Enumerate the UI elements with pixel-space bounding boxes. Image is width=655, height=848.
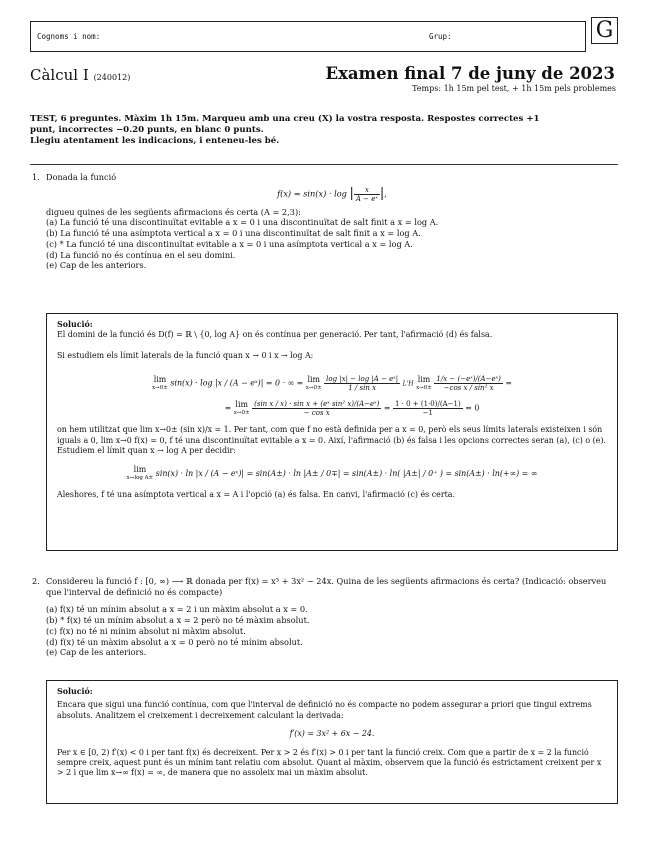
option-d[interactable]: (d) La funció no és contínua en el seu domini.: [46, 249, 236, 260]
option-c[interactable]: (c) f(x) no té ni mínim absolut ni màxim absolut.: [46, 625, 246, 636]
eq2-den1: − cos x: [303, 409, 330, 418]
limit-equation-2: = lim x→0± $\frac{\text{(sin x / x) · sin x + (eˣ sin² x)/(A−eˣ)}}{\text{− cos x}}$ = $\frac{1 \cdot 0 + (1\cdot 0)/(A-1)}{-1}$ = 0: [224, 399, 480, 418]
limit-subscript: x→0±: [152, 384, 168, 391]
solution-paragraph: Si estudiem els límit laterals de la funció quan x → 0 i x → log A:: [57, 350, 314, 360]
eq1-end: =: [505, 378, 512, 388]
lhopital-mark: L'H: [402, 380, 414, 388]
option-d[interactable]: (d) f(x) té un màxim absolut a x = 0 però no té mínim absolut.: [46, 636, 303, 647]
option-b[interactable]: (b) La funció té una asímptota vertical a x = 0 i una discontinuïtat de salt finit a x = log A.: [46, 228, 421, 239]
option-e[interactable]: (e) Cap de les anteriors.: [46, 260, 147, 271]
option-a[interactable]: (a) La funció té una discontinuïtat evitable a x = 0 i una discontinuïtat de salt finit a x = log A.: [46, 217, 439, 228]
instruction-line: TEST, 6 preguntes. Màxim 1h 15m. Marqueu amb una creu (X) la vostra resposta. Respostes correctes +1: [30, 114, 540, 124]
limit-subscript: x→0±: [233, 409, 250, 416]
solution-title: Solució:: [57, 320, 93, 329]
instruction-line: punt, incorrectes −0.20 punts, en blanc 0 punts.: [30, 125, 264, 135]
solution-1: [46, 313, 618, 551]
solution-paragraph: Encara que sigui una funció contínua, com que l'interval de definició no és compacte no podem assegurar a priori que tingui extrems absoluts. Analitzem el creixement i decreixement calculant la derivada:: [57, 700, 592, 720]
question-number: 1.: [32, 172, 40, 182]
question-1: [32, 172, 618, 271]
question-prompt: digueu quines de les següents afirmacions és certa (A = 2,3):: [46, 206, 301, 217]
course-code: (240012): [93, 73, 131, 82]
eq1-left: sin(x) · log |x / (A − eˣ)| = 0 · ∞ =: [170, 378, 304, 388]
option-e[interactable]: (e) Cap de les anteriors.: [46, 647, 147, 658]
limit-equation-1: lim x→0± sin(x) · log |x / (A − eˣ)| = 0 · ∞ = lim x→0± $\frac{\text{log |x| − log |A − eˣ|}}{\text{1 / sin x}}$ L'H lim x→0± $\frac{\text{1/x − (−eˣ)/(A−eˣ)}}{\text{−cos x / sin² x}}$ =: [152, 374, 512, 393]
divider: [30, 164, 618, 165]
eq2-num2: 1 · 0 + (1·0)/(A−1): [395, 400, 461, 409]
eq1-right-num: 1/x − (−eˣ)/(A−eˣ): [436, 375, 501, 384]
exam-version-box: G: [591, 17, 618, 44]
eq2-num1: (sin x / x) · sin x + (eˣ sin² x)/(A−eˣ): [254, 400, 380, 409]
formula-den: A − eˣ: [355, 194, 378, 203]
limit-subscript: x→0±: [305, 384, 322, 391]
eq1-right-den: −cos x / sin² x: [443, 384, 494, 393]
question-number: 2.: [32, 576, 40, 586]
question-intro: Donada la funció: [46, 172, 117, 182]
limit-equation-3: lim x→log A± sin(x) · ln |x / (A − eˣ)| = sin(A±) · ln |A± / 0∓| = sin(A±) · ln( |A±| / 0⁺ ) = sin(A±) · ln(+∞) = ∞: [126, 465, 538, 482]
derivative-equation: f′(x) = 3x² + 6x − 24.: [289, 729, 375, 739]
exam-title: Examen final 7 de juny de 2023: [325, 64, 615, 83]
formula-lhs: f(x) = sin(x) · log: [277, 188, 347, 199]
solution-paragraph: on hem utilitzat que lim x→0± (sin x)/x = 1. Per tant, com que f no està definida per a x = 0, però els seus límits laterals existeixen i són iguals a 0, lim x→0 f(x) = 0, f té una discontinuïtat evitable a x = 0. Així, l'afirmació (b) és falsa i les opcions correctes seran (a), (c) o (e). Estudiem el límit quan x → log A per decidir:: [57, 425, 606, 456]
course-title: [30, 66, 130, 84]
question-formula: f(x) = sin(x) · log | $\frac{x}{\text{A − eˣ}}$ |,: [277, 185, 387, 203]
time-info: Temps: 1h 15m pel test, + 1h 15m pels problemes: [412, 84, 616, 93]
eq1-mid-den: 1 / sin x: [348, 384, 377, 393]
name-group-box: [30, 21, 586, 52]
solution-paragraph: El domini de la funció és D(f) = ℝ \ {0, log A} on és contínua per generació. Per tant, l'afirmació (d) és falsa.: [57, 330, 493, 340]
eq1-mid-num: log |x| − log |A − eˣ|: [326, 375, 399, 384]
course-name: Càlcul I: [30, 66, 89, 84]
option-c[interactable]: (c) * La funció té una discontinuïtat evitable a x = 0 i una asímptota vertical a x = log A.: [46, 238, 413, 249]
question-2: [32, 576, 618, 658]
eq2-result: = 0: [465, 403, 480, 413]
solution-2: [46, 680, 618, 804]
instruction-line: Llegiu atentament les indicacions, i enteneu-les bé.: [30, 136, 280, 146]
name-label: Cognoms i nom:: [37, 32, 101, 41]
solution-paragraph: Per x ∈ [0, 2) f′(x) < 0 i per tant f(x) és decreixent. Per x > 2 és f′(x) > 0 i per tant la funció creix. Com que a partir de x = 2 la funció sempre creix, aquest punt és un mínim tant relatiu com absolut. Quant al màxim, observem que la funció és estrictament creixent per x > 2 i que lim x→∞ f(x) = ∞, de manera que no assoleix mai un màxim absolut.: [57, 747, 602, 778]
limit-subscript: x→0±: [416, 384, 432, 391]
formula-num: x: [354, 186, 380, 195]
solution-paragraph: Aleshores, f té una asímptota vertical a x = A i l'opció (a) és falsa. En canvi, l'afirmació (c) és certa.: [57, 490, 455, 500]
group-label: Grup:: [429, 32, 452, 41]
eq3: sin(x) · ln |x / (A − eˣ)| = sin(A±) · ln |A± / 0∓| = sin(A±) · ln( |A±| / 0⁺ ) = sin(A±) · ln(+∞) = ∞: [155, 469, 538, 479]
option-b[interactable]: (b) * f(x) té un mínim absolut a x = 2 però no té màxim absolut.: [46, 615, 310, 626]
option-a[interactable]: (a) f(x) té un mínim absolut a x = 2 i un màxim absolut a x = 0.: [46, 604, 308, 615]
solution-title: Solució:: [57, 687, 93, 696]
eq2-den2: −1: [422, 409, 433, 418]
limit-subscript: x→log A±: [126, 475, 154, 482]
instructions: [30, 114, 630, 147]
question-intro: Considereu la funció f : [0, ∞) ⟶ ℝ donada per f(x) = x³ + 3x² − 24x. Quina de les següents afirmacions és certa? (Indicació: observeu que l'interval de definició no és compacte): [46, 576, 607, 597]
